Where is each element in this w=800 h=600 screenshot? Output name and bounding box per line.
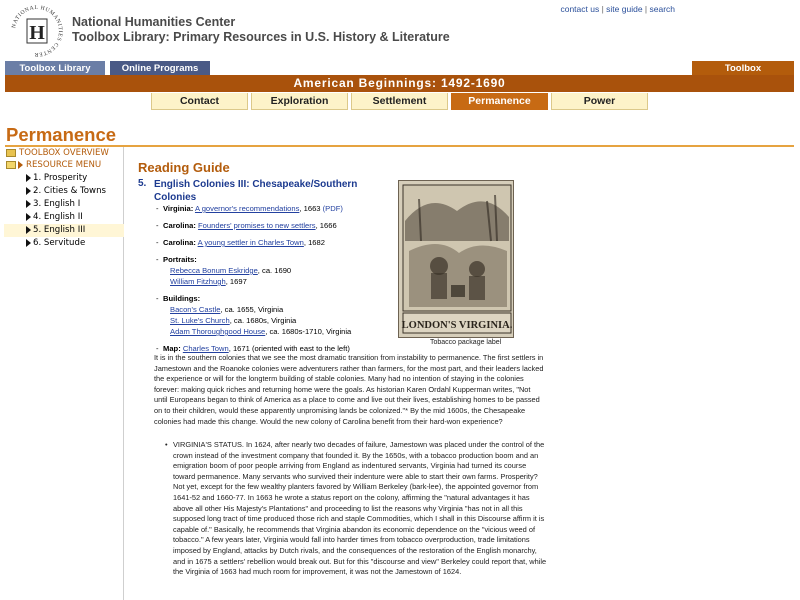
virginia-status-bullet: • VIRGINIA'S STATUS. In 1624, after nearly two decades of failure, Jamestown was placed under the control of the crown instead of the investment company that founded it. By the 1650s, with a tobacco production boom and an emigration boom of poor people arriving from England as indentured servants, Virginia had turned its course toward permanence. Many servants who survived their indenture were able to start their own farms. Prosperity? Not yet, except for the few wealthy planters favored by William Berkeley (bark-lee), the appointed governor from 1641-52 and 1660-77. In 1663 he wrote a status report on the colony, affirming the "natural advantages it has above all other His Majesty's Plantations" and proceeding to list the reasons why Virginia "has not in all this supposed long tract of time produced those rich and staple Commodities, which I shall in this Discourse affirm it is capable of." Basically, he recommends that Virginia abandon its economic dependence on the "vicious weed of tobacco." A few years later, Virginia would fall into harder times from tobacco overproduction, trade limitations imposed by England, attacks by Dutch rivals, and the consequences of the restoration of the English monarchy, and in 1675 a settlers' rebellion would break out. But for this "discourse and view" Berkeley could report that, while the Virginia of 1663 had much room for improvement, it was not the Jamestown of 1624. bbox=[165, 440, 547, 577]
arrow-icon bbox=[26, 187, 31, 195]
reading-guide-heading: Reading Guide bbox=[138, 160, 230, 175]
founders-promises-link[interactable]: Founders' promises to new settlers bbox=[198, 221, 316, 230]
site-title-line2: Toolbox Library: Primary Resources in U.S. History & Literature bbox=[72, 30, 450, 44]
list-subitem: Bacon's Castle, ca. 1655, Virginia bbox=[170, 305, 284, 314]
svg-text:NATIONAL HUMANITIES CENTER: NATIONAL HUMANITIES CENTER bbox=[11, 4, 64, 58]
search-link[interactable]: search bbox=[649, 4, 675, 14]
charles-town-map-link[interactable]: Charles Town bbox=[182, 344, 229, 353]
site-title bbox=[72, 15, 450, 45]
list-item: - Portraits: bbox=[156, 255, 197, 264]
nav-settlement[interactable]: Settlement bbox=[351, 93, 448, 110]
bacons-castle-link[interactable]: Bacon's Castle bbox=[170, 305, 221, 314]
arrow-icon bbox=[18, 161, 23, 169]
list-subitem: William Fitzhugh, 1697 bbox=[170, 277, 247, 286]
st-lukes-church-link[interactable]: St. Luke's Church bbox=[170, 316, 230, 325]
arrow-icon bbox=[26, 213, 31, 221]
top-links: contact us | site guide | search bbox=[560, 4, 675, 14]
sidebar-item-cities-towns[interactable]: 2. Cities & Towns bbox=[4, 185, 124, 198]
sidebar-item-english-1[interactable]: 3. English I bbox=[4, 198, 124, 211]
section-number: 5. bbox=[138, 178, 147, 189]
sidebar-item-english-2[interactable]: 4. English II bbox=[4, 211, 124, 224]
theme-nav bbox=[0, 93, 800, 110]
tab-online-programs[interactable]: Online Programs bbox=[110, 61, 210, 76]
list-subitem: Adam Thoroughgood House, ca. 1680s-1710, Virginia bbox=[170, 327, 352, 336]
resource-list bbox=[156, 203, 391, 354]
nav-contact[interactable]: Contact bbox=[151, 93, 248, 110]
top-tabs bbox=[0, 61, 800, 76]
list-item: - Buildings: bbox=[156, 294, 201, 303]
tab-toolbox-library[interactable]: Toolbox Library bbox=[5, 61, 105, 76]
list-item: - Carolina: Founders' promises to new settlers, 1666 bbox=[156, 221, 337, 230]
eskridge-link[interactable]: Rebecca Bonum Eskridge bbox=[170, 266, 258, 275]
intro-paragraph: It is in the southern colonies that we see the most dramatic transition from instability to permanence. The first settlers in Jamestown and the Roanoke colonies were adventurers rather than farmers, for the most part, and their leaders lacked the experience or will for the longterm building of stable colonies. Many had no intention of staying in the colonies forever: making quick riches and returning home were the goals. As historian Karen Ordahl Kupperman writes, "Not until Europeans began to think of America as a place to come and live out their lives, establishing homes to be passed on to their children, would these apparently unpromising lands be colonized."* By the mid 1600s, the Chesapeake colonies had made this change. Would the new colony of Carolina benefit from their hard-won experience? bbox=[154, 353, 544, 426]
nhc-logo[interactable] bbox=[8, 2, 66, 60]
bullet-icon: • bbox=[165, 440, 168, 449]
nav-exploration[interactable]: Exploration bbox=[251, 93, 348, 110]
nav-permanence[interactable]: Permanence bbox=[451, 93, 548, 110]
folder-icon bbox=[6, 149, 16, 157]
sidebar-item-prosperity[interactable]: 1. Prosperity bbox=[4, 172, 124, 185]
image-caption: Tobacco package label bbox=[430, 339, 502, 346]
nav-power[interactable]: Power bbox=[551, 93, 648, 110]
thoroughgood-house-link[interactable]: Adam Thoroughgood House bbox=[170, 327, 266, 336]
svg-text:H: H bbox=[29, 22, 45, 44]
list-item: - Virginia: A governor's recommendations, 1663 (PDF) bbox=[156, 204, 343, 213]
sidebar-item-resource-menu[interactable]: RESOURCE MENU bbox=[4, 159, 124, 172]
list-subitem: Rebecca Bonum Eskridge, ca. 1690 bbox=[170, 266, 292, 275]
sidebar-item-overview[interactable]: TOOLBOX OVERVIEW bbox=[4, 147, 124, 160]
list-subitem: St. Luke's Church, ca. 1680s, Virginia bbox=[170, 316, 297, 325]
site-title-line1: National Humanities Center bbox=[72, 15, 236, 29]
sidebar-item-english-3[interactable]: 5. English III bbox=[4, 224, 124, 237]
pdf-link[interactable]: (PDF) bbox=[322, 204, 343, 213]
contact-us-link[interactable]: contact us bbox=[560, 4, 600, 14]
arrow-icon bbox=[26, 226, 31, 234]
sidebar-item-servitude[interactable]: 6. Servitude bbox=[4, 237, 124, 250]
arrow-icon bbox=[26, 239, 31, 247]
arrow-icon bbox=[26, 200, 31, 208]
image-inscription: LONDON'S VIRGINIA. bbox=[401, 320, 513, 331]
sidebar bbox=[4, 147, 124, 600]
arrow-icon bbox=[26, 174, 31, 182]
folder-open-icon bbox=[6, 161, 16, 169]
governors-recommendations-link[interactable]: A governor's recommendations bbox=[194, 204, 300, 213]
site-guide-link[interactable]: site guide bbox=[606, 4, 643, 14]
section-title: English Colonies III: Chesapeake/Southern Colonies bbox=[154, 179, 358, 203]
section-banner: American Beginnings: 1492-1690 bbox=[5, 75, 794, 92]
fitzhugh-link[interactable]: William Fitzhugh bbox=[170, 277, 226, 286]
list-item: - Carolina: A young settler in Charles Town, 1682 bbox=[156, 238, 325, 247]
page-title: Permanence bbox=[6, 124, 117, 145]
tobacco-label-image[interactable] bbox=[398, 180, 514, 338]
tab-toolbox[interactable]: Toolbox bbox=[692, 61, 794, 76]
list-item: - Map: Charles Town, 1671 (oriented with east to the left) bbox=[156, 344, 350, 353]
young-settler-link[interactable]: A young settler in Charles Town bbox=[197, 238, 304, 247]
